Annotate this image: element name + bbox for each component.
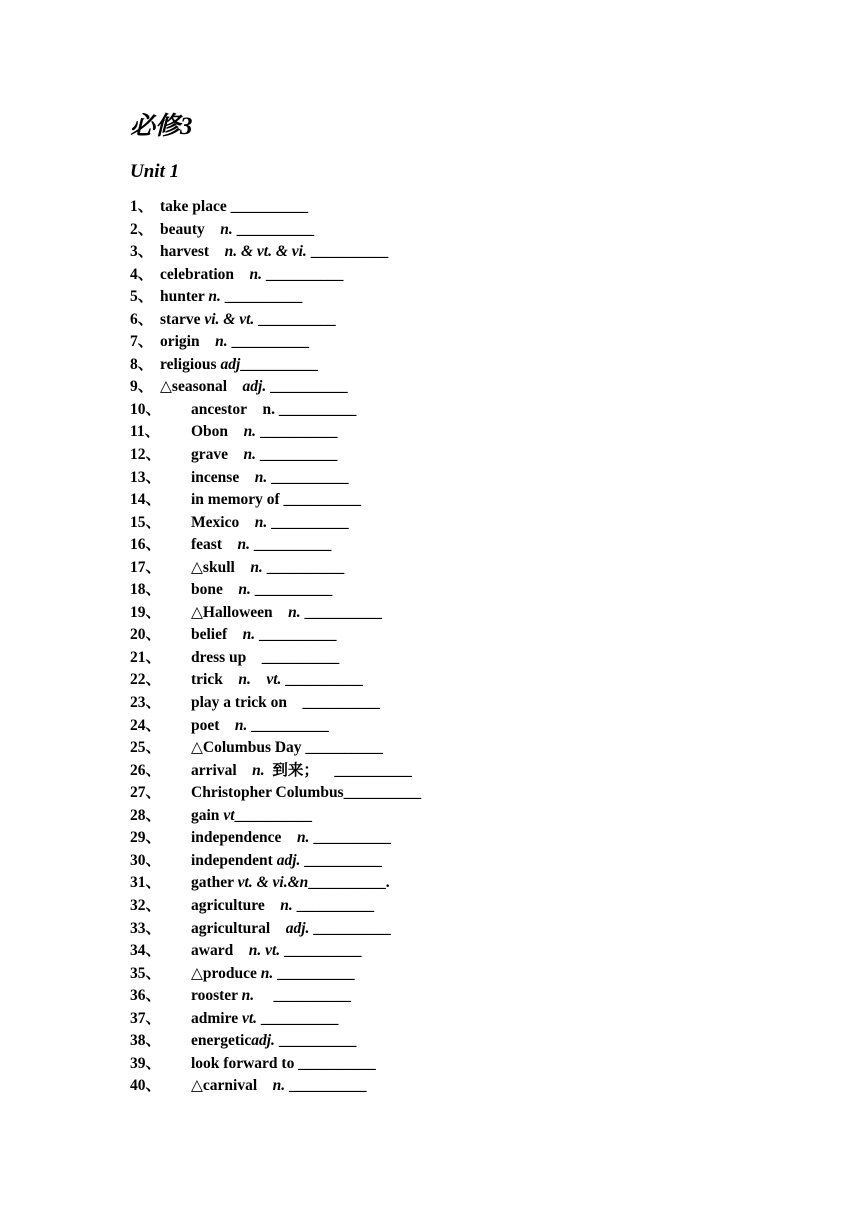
vocab-entry: △produce n. __________ [191,964,355,982]
unit-heading: Unit 1 [130,161,180,182]
vocab-entry: take place __________ [160,198,309,215]
vocab-entry: Christopher Columbus__________ [191,784,422,802]
vocab-number: 39、 [130,1054,162,1072]
vocab-entry: grave n. __________ [191,446,338,464]
vocab-entry: agricultural adj. __________ [191,919,391,937]
vocab-entry: religious adj__________ [160,355,318,373]
vocab-number: 25、 [130,739,162,757]
vocab-entry: trick n. vt. __________ [191,671,363,689]
vocab-entry: arrival n. 到来； __________ [191,761,412,779]
vocab-entry: beauty n. __________ [160,220,315,238]
vocab-entry: admire vt. __________ [191,1009,339,1027]
page-title: 必修3 [130,113,193,140]
vocab-number: 5、 [130,288,154,306]
vocab-number: 26、 [130,761,162,779]
vocab-number: 9、 [130,378,154,396]
vocab-entry: belief n. __________ [191,626,337,644]
vocab-number: 6、 [130,310,154,328]
vocab-entry: energeticadj. __________ [191,1032,357,1050]
vocab-number: 17、 [130,558,162,576]
vocab-number: 33、 [130,919,162,937]
vocab-number: 12、 [130,446,162,464]
vocab-number: 15、 [130,513,162,531]
vocab-entry: independent adj. __________ [191,851,382,869]
vocab-entry: Obon n. __________ [191,423,338,441]
vocab-number: 14、 [130,491,162,509]
vocab-number: 23、 [130,694,162,712]
vocab-entry: look forward to __________ [191,1054,376,1072]
vocab-number: 20、 [130,626,162,644]
vocab-number: 13、 [130,468,162,486]
vocab-entry: harvest n. & vt. & vi. __________ [160,243,389,261]
vocab-number: 36、 [130,987,162,1005]
vocab-entry: starve vi. & vt. __________ [160,310,336,328]
vocab-entry: △Halloween n. __________ [191,603,383,621]
vocab-entry: △carnival n. __________ [191,1077,367,1095]
vocab-number: 10、 [130,400,162,418]
vocab-number: 32、 [130,896,162,914]
vocab-entry: △skull n. __________ [191,558,345,576]
vocab-number: 35、 [130,964,162,982]
vocab-number: 1、 [130,198,154,215]
vocab-number: 18、 [130,581,162,599]
vocab-entry: Mexico n. __________ [191,513,349,531]
vocab-entry: gather vt. & vi.&n__________. [191,874,390,892]
vocab-number: 7、 [130,333,154,351]
vocab-entry: rooster n. __________ [191,987,352,1005]
vocab-number: 28、 [130,806,162,824]
vocab-number: 30、 [130,851,162,869]
vocab-number: 19、 [130,603,162,621]
vocab-entry: △seasonal adj. __________ [160,378,348,396]
vocab-entry: hunter n. __________ [160,288,303,306]
vocab-number: 8、 [130,355,154,373]
vocab-number: 40、 [130,1077,162,1095]
vocab-entry: award n. vt. __________ [191,942,362,960]
vocab-number: 21、 [130,648,162,666]
vocab-entry: bone n. __________ [191,581,333,599]
vocab-entry: incense n. __________ [191,468,349,486]
vocab-entry: origin n. __________ [160,333,309,351]
vocab-number: 38、 [130,1032,162,1050]
vocab-number: 4、 [130,265,154,283]
vocab-entry: ancestor n. __________ [191,400,357,418]
vocab-number: 31、 [130,874,162,892]
vocab-entry: feast n. __________ [191,536,332,554]
vocab-entry: independence n. __________ [191,829,391,847]
vocab-number: 3、 [130,243,154,261]
vocab-entry: gain vt__________ [191,806,312,824]
vocab-number: 24、 [130,716,162,734]
vocab-entry: △Columbus Day __________ [191,739,383,757]
vocab-entry: celebration n. __________ [160,265,344,283]
vocab-entry: agriculture n. __________ [191,896,375,914]
vocab-number: 2、 [130,220,154,238]
vocab-number: 11、 [130,423,161,441]
vocab-entry: poet n. __________ [191,716,329,734]
vocab-number: 37、 [130,1009,162,1027]
vocab-entry: in memory of __________ [191,491,362,509]
vocab-number: 34、 [130,942,162,960]
vocab-entry: dress up __________ [191,648,340,666]
vocab-number: 27、 [130,784,162,802]
vocab-number: 22、 [130,671,162,689]
vocab-number: 29、 [130,829,162,847]
vocab-entry: play a trick on __________ [191,694,381,712]
vocab-number: 16、 [130,536,162,554]
